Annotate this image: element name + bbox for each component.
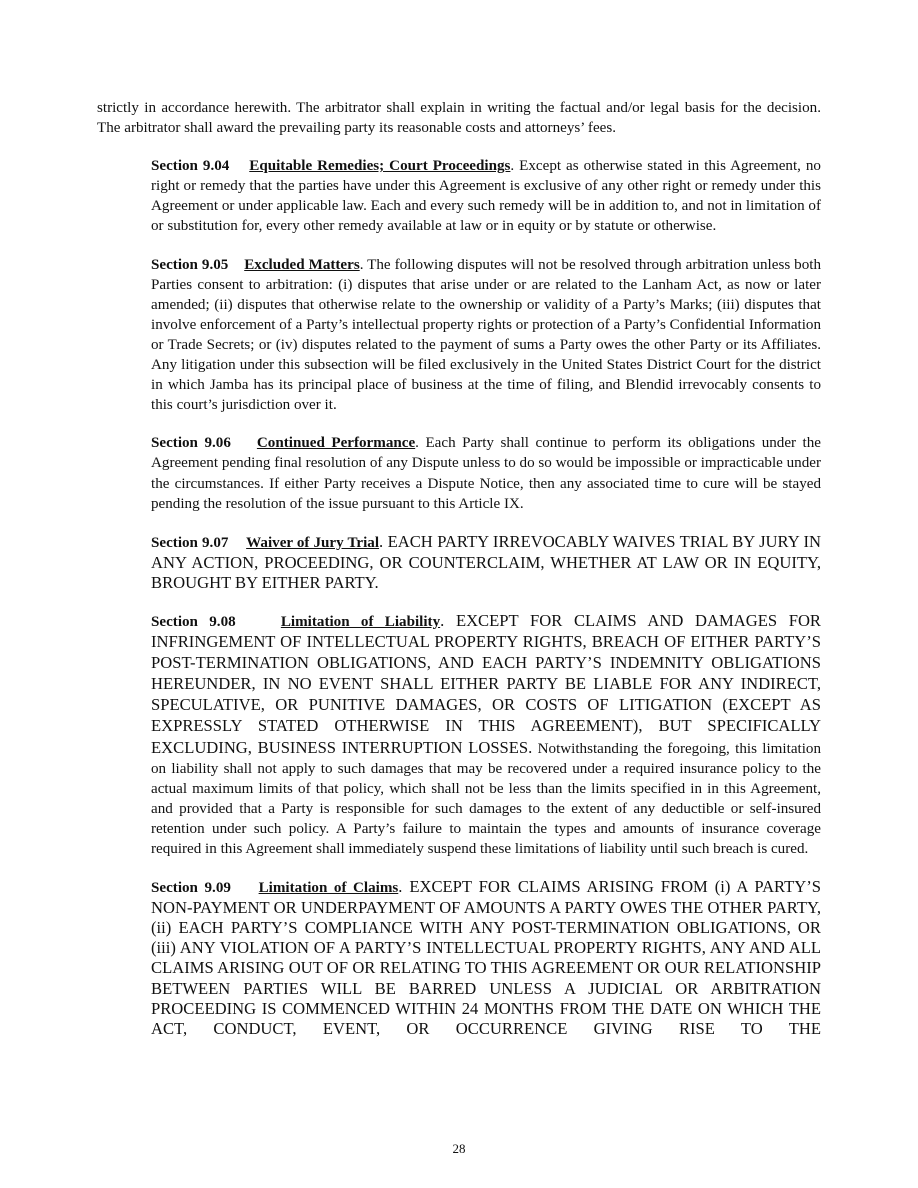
section-title: Waiver of Jury Trial: [246, 534, 380, 551]
section-body: . The following disputes will not be resolved through arbitration unless both Parties consent to arbitration: (i) disputes that arise under or are related to the Lanham Act, as now or later amended; (ii) disputes that otherwise relate to the ownership or validity of a Party’s Marks; (iii) disputes that involve enforcement of a Party’s intellectual property rights or protection of a Party’s Confidential Information or Trade Secrets; or (iv) disputes related to the payment of sums a Party owes the other Party or its Affiliates. Any litigation under this subsection will be filed exclusively in the United States District Court for the district in which Jamba has its principal place of business at the time of filing, and Blendid irrevocably consents to this court’s jurisdiction over it.: [151, 256, 821, 414]
section-title: Equitable Remedies; Court Proceedings: [249, 158, 511, 175]
section-title: Limitation of Liability: [280, 613, 441, 630]
section-9-05: [97, 255, 821, 416]
section-body-caps: . EXCEPT FOR CLAIMS AND DAMAGES FOR INFRINGEMENT OF INTELLECTUAL PROPERTY RIGHTS, BREACH OF EITHER PARTY’S POST-TERMINATION OBLIGATIONS, AND EACH PARTY’S INDEMNITY OBLIGATIONS HEREUNDER, IN NO EVENT SHALL EITHER PARTY BE LIABLE FOR ANY INDIRECT, SPECULATIVE, OR PUNITIVE DAMAGES, OR COSTS OF LITIGATION (EXCEPT AS EXPRESSLY STATED OTHERWISE IN THIS AGREEMENT), BUT SPECIFICALLY EXCLUDING, BUSINESS INTERRUPTION LOSSES.: [151, 610, 821, 757]
section-number: Section 9.09: [151, 880, 231, 897]
section-number: Section 9.07: [151, 534, 229, 551]
section-9-08: [97, 611, 821, 859]
section-9-07: [97, 532, 821, 593]
continuation-paragraph: strictly in accordance herewith. The arbitrator shall explain in writing the factual and/or legal basis for the decision. The arbitrator shall award the prevailing party its reasonable costs and attorneys’ fees.: [97, 100, 821, 137]
section-9-09: [97, 877, 821, 1039]
section-body: Notwithstanding the foregoing, this limitation on liability shall not apply to such damages that may be recovered under a required insurance policy to the actual maximum limits of that policy, which shall not be less than the limits specified in in this Agreement, and provided that a Party is responsible for such damages to the extent of any deductible or self-insured retention under such policy. A Party’s failure to maintain the types and amounts of insurance coverage required in this Agreement shall immediately suspend these limitations of liability until such breach is cured.: [151, 740, 821, 857]
page-number: 28: [452, 1141, 466, 1156]
section-body: . Each Party shall continue to perform its obligations under the Agreement pending final resolution of any Dispute unless to do so would be impossible or impracticable under the circumstances. If either Party receives a Dispute Notice, then any associated time to cure will be stayed pending the resolution of the issue pursuant to this Article IX.: [151, 435, 822, 512]
section-number: Section 9.04: [151, 158, 230, 175]
section-title: Continued Performance: [256, 435, 416, 452]
section-body: . EXCEPT FOR CLAIMS ARISING FROM (i) A PARTY’S NON-PAYMENT OR UNDERPAYMENT OF AMOUNTS A PARTY OWES THE OTHER PARTY, (ii) EACH PARTY’S COMPLIANCE WITH ANY POST-TERMINATION OBLIGATIONS, OR (iii) ANY VIOLATION OF A PARTY’S INTELLECTUAL PROPERTY RIGHTS, ANY AND ALL CLAIMS ARISING OUT OF OR RELATING TO THIS AGREEMENT OR OUR RELATIONSHIP BETWEEN PARTIES WILL BE BARRED UNLESS A JUDICIAL OR ARBITRATION PROCEEDING IS COMMENCED WITHIN 24 MONTHS FROM THE DATE ON WHICH THE ACT, CONDUCT, EVENT, OR OCCURRENCE GIVING RISE TO THE: [151, 877, 821, 1038]
section-body: . EACH PARTY IRREVOCABLY WAIVES TRIAL BY JURY IN ANY ACTION, PROCEEDING, OR COUNTERCLAIM, WHETHER AT LAW OR IN EQUITY, BROUGHT BY EITHER PARTY.: [151, 531, 821, 592]
section-title: Excluded Matters: [244, 256, 360, 273]
section-number: Section 9.08: [151, 613, 236, 630]
section-body: . Except as otherwise stated in this Agreement, no right or remedy that the parties have under this Agreement is exclusive of any other right or remedy under this Agreement or under applicable law. Each and every such remedy will be in addition to, and not in limitation of or substitution for, every other remedy available at law or in equity or by statute or otherwise.: [151, 158, 821, 235]
section-9-04: [97, 156, 821, 236]
document-page: [97, 98, 821, 1039]
section-number: Section 9.05: [151, 256, 229, 273]
section-title: Limitation of Claims: [258, 880, 399, 897]
section-number: Section 9.06: [151, 435, 231, 452]
section-9-06: [97, 433, 821, 513]
